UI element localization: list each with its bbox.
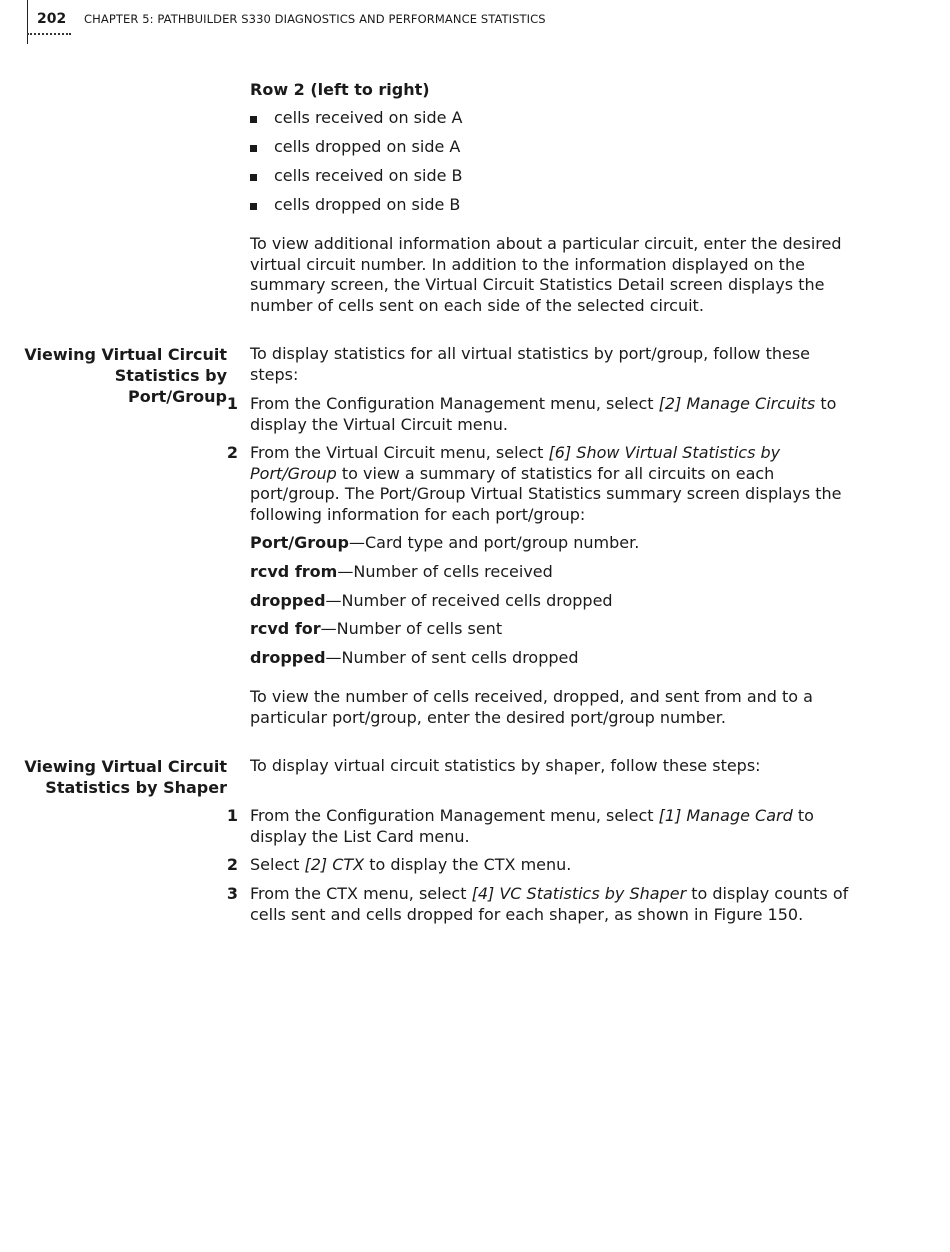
- list-item: cells dropped on side B: [250, 195, 855, 224]
- list-item: cells received on side A: [250, 108, 855, 137]
- header-rule-vertical: [27, 0, 28, 44]
- page-number: 202: [37, 11, 67, 27]
- definition-item: rcvd from—Number of cells received: [250, 561, 553, 581]
- definition-item: dropped—Number of received cells dropped: [250, 590, 613, 610]
- page-header: [0, 0, 950, 50]
- definition-item: dropped—Number of sent cells dropped: [250, 648, 579, 668]
- row2-paragraph: To view additional information about a particular circuit, enter the desired virtual circuit number. In addition to the information displayed on the summary screen, the Virtual Circuit Statistics Detail screen displays the number of cells sent on each side of the selected circuit.: [250, 234, 842, 315]
- chapter-title: CHAPTER 5: PATHBUILDER S330 DIAGNOSTICS AND PERFORMANCE STATISTICS: [84, 12, 546, 26]
- bullet-square-icon: [250, 203, 257, 210]
- step-number: 2: [226, 855, 238, 874]
- row2-list: [250, 108, 855, 224]
- definition-list: [250, 533, 855, 677]
- port-group-closing: To view the number of cells received, dropped, and sent from and to a particular port/group, enter the desired port/group number.: [250, 687, 813, 727]
- bullet-square-icon: [250, 174, 257, 181]
- section-heading-shaper: Viewing Virtual Circuit Statistics by Shaper: [24, 757, 227, 797]
- step-text: From the CTX menu, select [4] VC Statistics by Shaper to display counts of cells sent and cells dropped for each shaper, as shown in Figure 150.: [250, 884, 849, 924]
- definition-item: Port/Group—Card type and port/group number.: [250, 533, 640, 552]
- row2-heading: Row 2 (left to right): [250, 80, 430, 99]
- step-text: From the Virtual Circuit menu, select [6] Show Virtual Statistics by Port/Group to view a summary of statistics for all circuits on each port/group. The Port/Group Virtual Statistics summary screen displays the following information for each port/group:: [250, 443, 842, 524]
- list-item: cells received on side B: [250, 166, 855, 195]
- bullet-square-icon: [250, 116, 257, 123]
- shaper-intro: To display virtual circuit statistics by shaper, follow these steps:: [250, 756, 761, 775]
- section-heading-port-group: Viewing Virtual Circuit Statistics by Port/Group: [24, 345, 227, 406]
- step-number: 2: [226, 443, 238, 462]
- definition-item: rcvd for—Number of cells sent: [250, 619, 503, 639]
- step-number: 1: [226, 394, 238, 413]
- step-text: From the Configuration Management menu, select [1] Manage Card to display the List Card menu.: [250, 806, 814, 846]
- port-group-intro: To display statistics for all virtual statistics by port/group, follow these steps:: [250, 344, 810, 384]
- step-number: 1: [226, 806, 238, 825]
- bullet-square-icon: [250, 145, 257, 152]
- step-number: 3: [226, 884, 238, 903]
- header-rule-dotted: [27, 33, 71, 35]
- step-text: From the Configuration Management menu, select [2] Manage Circuits to display the Virtual Circuit menu.: [250, 394, 837, 434]
- step-text: Select [2] CTX to display the CTX menu.: [250, 855, 572, 874]
- list-item: cells dropped on side A: [250, 137, 855, 166]
